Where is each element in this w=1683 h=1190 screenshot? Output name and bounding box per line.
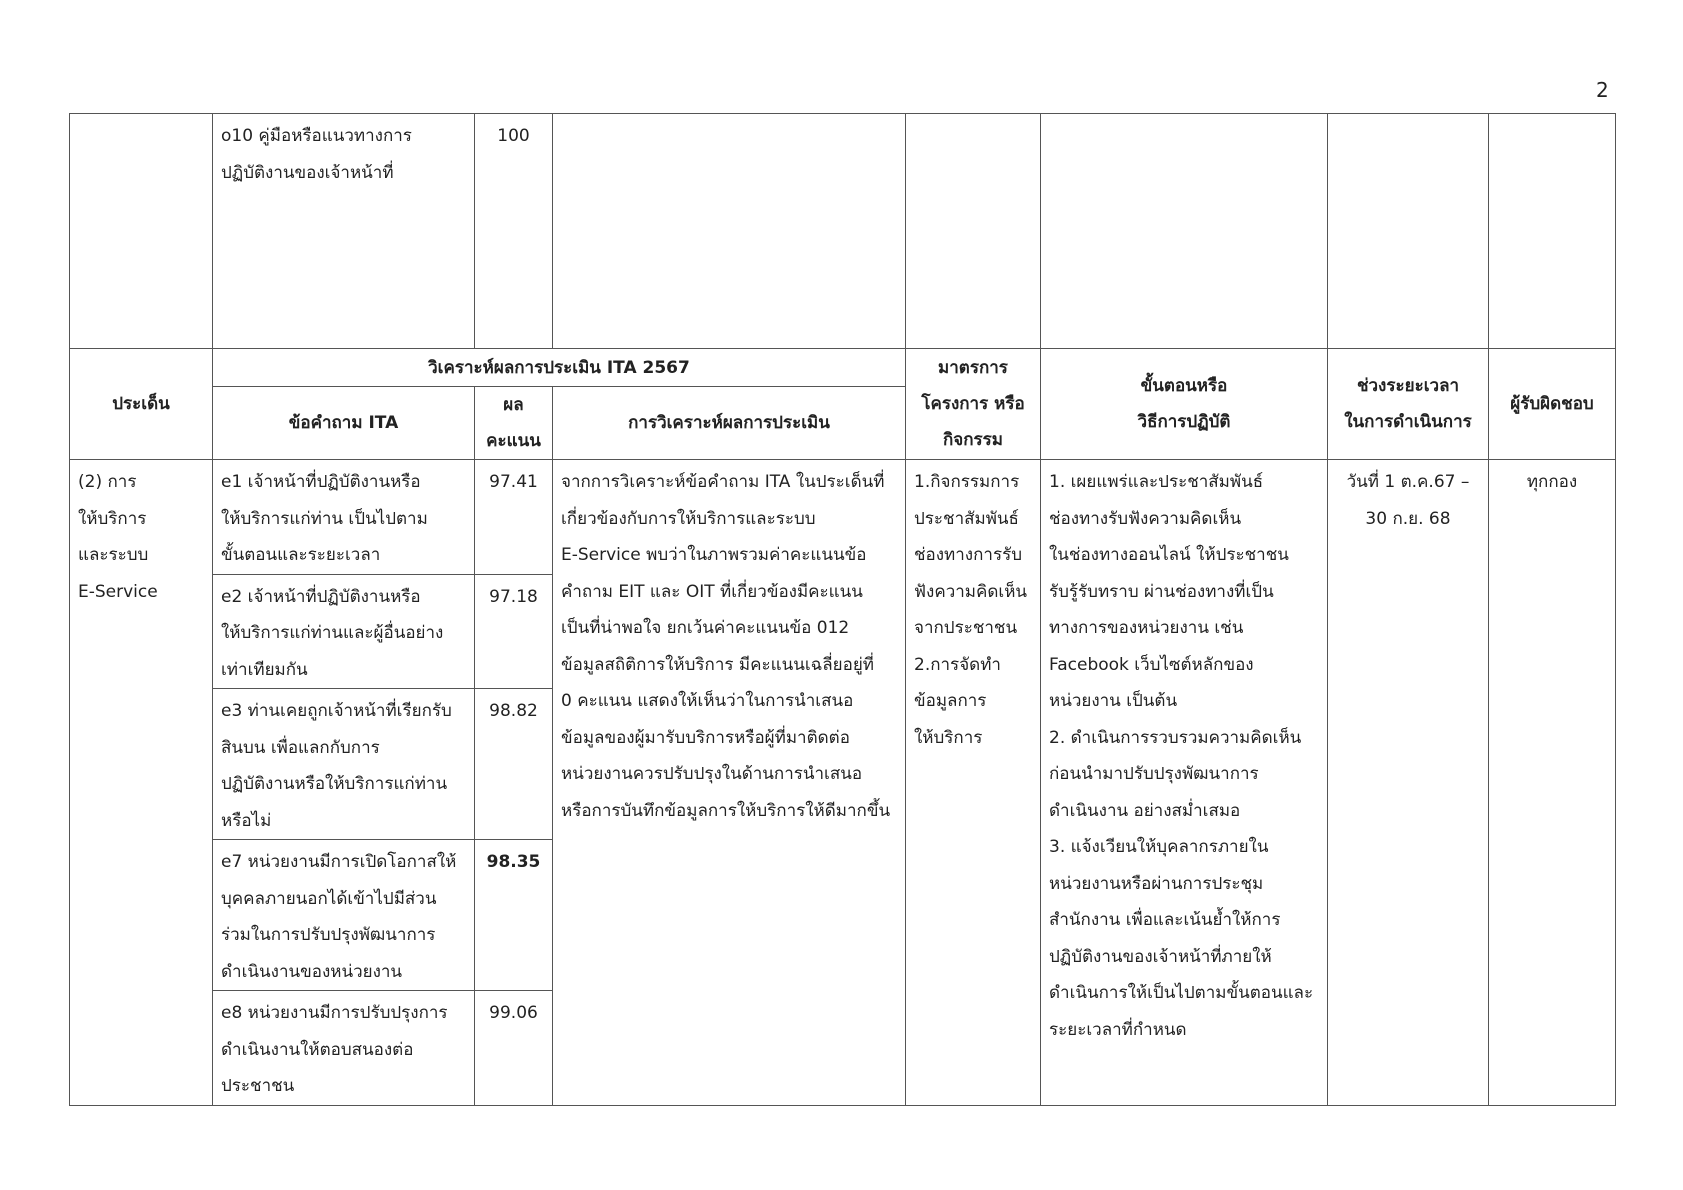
measure-line: 1.กิจกรรมการ [914,472,1020,492]
analysis-line: เป็นที่น่าพอใจ ยกเว้นค่าคะแนนข้อ 012 [561,618,850,638]
header-question: ข้อคำถาม ITA [213,387,475,460]
header-measure-line: โครงการ หรือ [921,394,1025,414]
question-line: e8 หน่วยงานมีการปรับปรุงการ [221,1003,448,1023]
period-cell-empty [1328,114,1489,349]
steps-line: ปฏิบัติงานของเจ้าหน้าที่ภายให้ [1049,946,1272,967]
steps-line: ในช่องทางออนไลน์ ให้ประชาชน [1049,545,1289,565]
question-cell [213,460,475,575]
steps-line: หน่วยงาน เป็นต้น [1049,691,1178,711]
score-cell: 98.35 [475,840,553,991]
steps-line: สำนักงาน เพื่อและเน้นย้ำให้การ [1049,910,1281,930]
question-line: ให้บริการแก่ท่าน เป็นไปตาม [221,508,428,529]
header-measure-line: กิจกรรม [942,430,1003,450]
question-line: e1 เจ้าหน้าที่ปฏิบัติงานหรือ [221,472,421,492]
header-measure [906,349,1041,460]
header-analysis-group: วิเคราะห์ผลการประเมิน ITA 2567 [213,349,906,387]
header-score-line: คะแนน [486,431,541,451]
header-score [475,387,553,460]
period-line: วันที่ 1 ต.ค.67 – [1346,472,1470,492]
steps-line: ช่องทางรับฟังความคิดเห็น [1049,508,1242,529]
analysis-line: E-Service พบว่าในภาพรวมค่าคะแนนข้อ [561,545,867,565]
score-cell: 97.18 [475,574,553,689]
measure-line: 2.การจัดทำ [914,654,1001,675]
issue-line: E-Service [78,581,158,602]
question-line: ปฏิบัติงานหรือให้บริการแก่ท่าน [221,774,448,794]
header-issue: ประเด็น [70,349,213,460]
analysis-line: ข้อมูลสถิติการให้บริการ มีคะแนนเฉลี่ยอยู่ที่ [561,654,874,675]
question-cell [213,114,475,349]
question-line: สินบน เพื่อแลกกับการ [221,737,380,758]
question-line: e7 หน่วยงานมีการเปิดโอกาสให้ [221,852,457,872]
header-responsible: ผู้รับผิดชอบ [1489,349,1616,460]
issue-cell-empty [70,114,213,349]
steps-line: ก่อนนำมาปรับปรุงพัฒนาการ [1049,764,1259,784]
responsible-cell-empty [1489,114,1616,349]
steps-line: Facebook เว็บไซต์หลักของ [1049,654,1254,675]
question-line: o10 คู่มือหรือแนวทางการ [221,126,412,146]
score-cell: 100 [475,114,553,349]
question-line: ดำเนินงานของหน่วยงาน [221,961,403,982]
measure-line: จากประชาชน [914,618,1018,638]
question-line: หรือไม่ [221,810,272,831]
measure-cell [906,460,1041,1106]
analysis-line: หน่วยงานควรปรับปรุงในด้านการนำเสนอ [561,764,863,784]
period-line: 30 ก.ย. 68 [1365,508,1451,529]
header-score-line: ผล [503,395,524,415]
issue-line: และระบบ [78,545,149,565]
analysis-line: ข้อมูลของผู้มารับบริการหรือผู้ที่มาติดต่อ [561,727,850,748]
analysis-cell [553,460,906,1106]
action-plan-table [69,113,1616,1106]
steps-line: หน่วยงานหรือผ่านการประชุม [1049,873,1264,894]
header-row-1 [70,349,1616,387]
question-line: ดำเนินงานให้ตอบสนองต่อ [221,1039,414,1060]
header-measure-line: มาตรการ [938,358,1008,378]
steps-line: 1. เผยแพร่และประชาสัมพันธ์ [1049,472,1264,492]
measure-line: ให้บริการ [914,727,983,748]
question-line: บุคคลภายนอกได้เข้าไปมีส่วน [221,888,437,909]
steps-line: ดำเนินการให้เป็นไปตามขั้นตอนและ [1049,983,1314,1003]
responsible-cell: ทุกกอง [1489,460,1616,1106]
steps-line: รับรู้รับทราบ ผ่านช่องทางที่เป็น [1049,581,1274,602]
steps-line: 2. ดำเนินการรวบรวมความคิดเห็น [1049,727,1302,748]
analysis-line: คำถาม EIT และ OIT ที่เกี่ยวข้องมีคะแนน [561,581,863,602]
issue-line: (2) การ [78,472,137,492]
header-analysis: การวิเคราะห์ผลการประเมิน [553,387,906,460]
steps-cell [1041,460,1328,1106]
issue-cell [70,460,213,1106]
measure-cell-empty [906,114,1041,349]
analysis-cell-empty [553,114,906,349]
question-line: e3 ท่านเคยถูกเจ้าหน้าที่เรียกรับ [221,701,452,721]
header-steps-line: วิธีการปฏิบัติ [1137,412,1231,432]
steps-line: ระยะเวลาที่กำหนด [1049,1019,1187,1040]
table-row-e1 [70,460,1616,575]
page-number: 2 [1596,78,1609,102]
analysis-line: 0 คะแนน แสดงให้เห็นว่าในการนำเสนอ [561,691,854,711]
question-line: เท่าเทียมกัน [221,659,308,680]
question-line: ร่วมในการปรับปรุงพัฒนาการ [221,925,436,945]
header-period-line: ช่วงระยะเวลา [1356,376,1460,396]
steps-line: ดำเนินงาน อย่างสม่ำเสมอ [1049,800,1241,821]
issue-line: ให้บริการ [78,508,147,529]
header-steps [1041,349,1328,460]
question-cell [213,840,475,991]
score-cell: 99.06 [475,991,553,1106]
score-cell: 97.41 [475,460,553,575]
measure-line: ช่องทางการรับ [914,545,1022,565]
question-line: ขั้นตอนและระยะเวลา [221,545,381,565]
question-cell [213,689,475,840]
question-line: e2 เจ้าหน้าที่ปฏิบัติงานหรือ [221,586,421,607]
analysis-line: เกี่ยวข้องกับการให้บริการและระบบ [561,508,816,529]
period-cell [1328,460,1489,1106]
table-row-o10 [70,114,1616,349]
question-line: ให้บริการแก่ท่านและผู้อื่นอย่าง [221,623,444,643]
question-cell [213,574,475,689]
steps-cell-empty [1041,114,1328,349]
question-line: ปฏิบัติงานของเจ้าหน้าที่ [221,162,394,183]
analysis-line: จากการวิเคราะห์ข้อคำถาม ITA ในประเด็นที่ [561,472,885,492]
score-cell: 98.82 [475,689,553,840]
header-period [1328,349,1489,460]
question-cell [213,991,475,1106]
analysis-line: หรือการบันทึกข้อมูลการให้บริการให้ดีมากขึ้น [561,800,891,821]
steps-line: ทางการของหน่วยงาน เช่น [1049,618,1244,638]
steps-line: 3. แจ้งเวียนให้บุคลากรภายใน [1049,837,1269,857]
header-steps-line: ขั้นตอนหรือ [1140,376,1228,396]
measure-line: ข้อมูลการ [914,691,987,711]
measure-line: ฟังความคิดเห็น [914,581,1028,602]
header-period-line: ในการดำเนินการ [1344,412,1472,432]
measure-line: ประชาสัมพันธ์ [914,508,1019,529]
question-line: ประชาชน [221,1076,295,1096]
